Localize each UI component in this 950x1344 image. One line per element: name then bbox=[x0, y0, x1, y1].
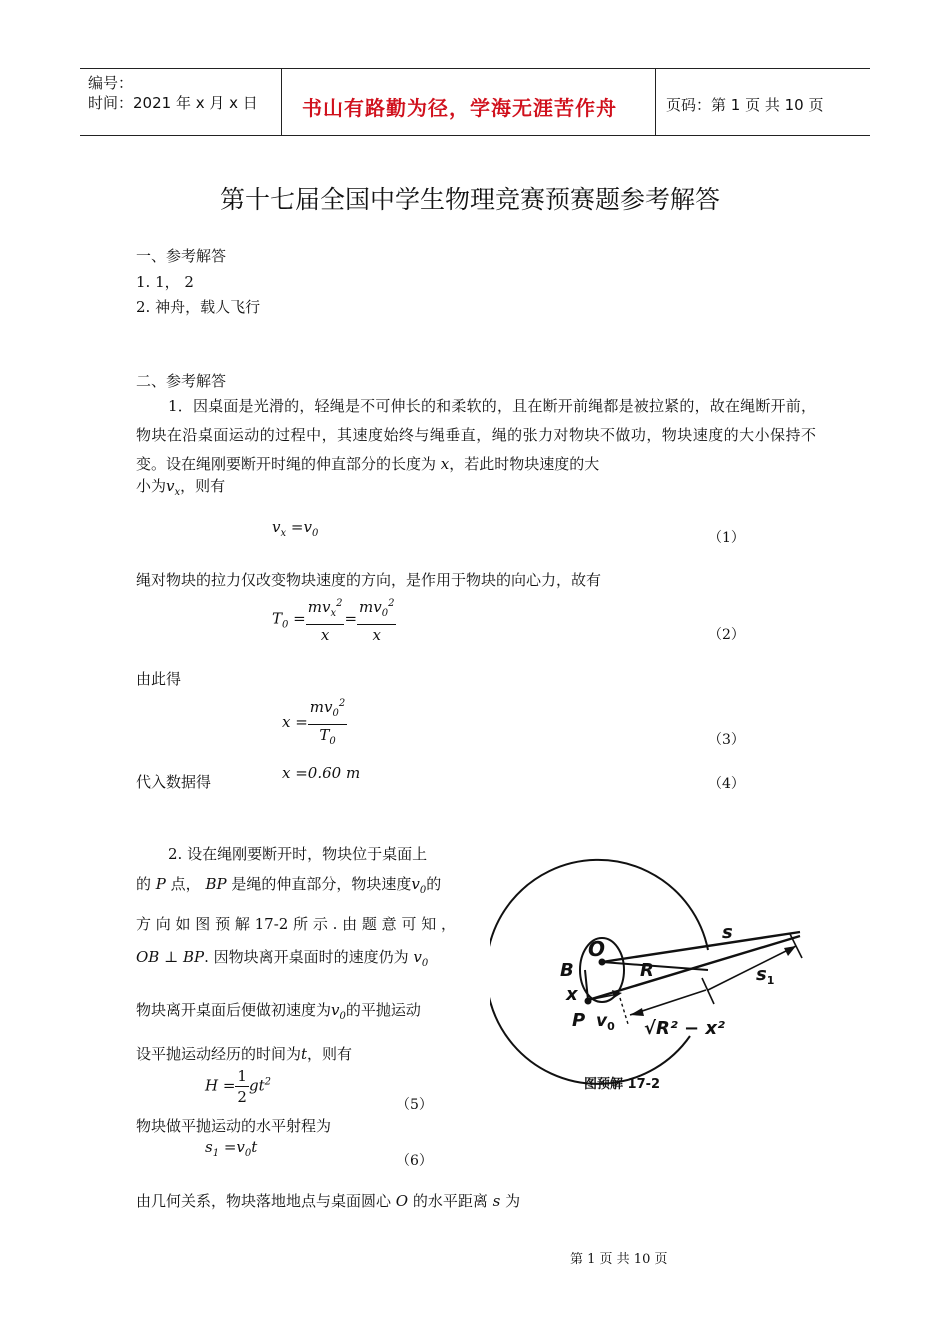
var-BP: BP bbox=[200, 875, 232, 893]
var-v0-c: $v_0$ bbox=[331, 1001, 346, 1022]
equation-1-number: （1） bbox=[708, 530, 745, 546]
equation-6-number: （6） bbox=[396, 1153, 433, 1169]
q2-line2-a: 的 bbox=[136, 875, 152, 893]
arrowhead-s1 bbox=[784, 946, 796, 956]
equation-1: $v_x =v_0$ bbox=[272, 518, 319, 539]
label-v0: $v_0$ bbox=[596, 1011, 615, 1033]
equation-2: $T_0$ = $\frac{mv_x^2}{x}$ = $\frac{mv_0^2}{x}$ bbox=[272, 594, 396, 645]
var-x: x bbox=[440, 455, 450, 473]
p1-last-line bbox=[136, 472, 225, 507]
p1-text-a: 1．因桌面是光滑的，轻绳是不可伸长的和柔软的，且在断开前绳都是被拉紧的，故在绳断开前，物块在沿桌面运动的过程中，其速度始终与绳垂直，绳的张力对物块不做功，物块速度的大小保持不变。设在绳刚要断开时绳的伸直部分的长度为 bbox=[136, 397, 816, 473]
q2-line4-b: . 因物块离开桌面时的速度仍为 bbox=[204, 948, 409, 966]
q2-line6 bbox=[136, 1040, 352, 1068]
section1-item2: 2. 神舟，载人飞行 bbox=[136, 298, 261, 316]
label-O: O bbox=[588, 937, 606, 961]
label-s: s bbox=[722, 922, 733, 943]
equation-5-number: （5） bbox=[396, 1097, 433, 1113]
label-s1: $s_1$ bbox=[756, 964, 775, 987]
section2-paragraph1 bbox=[136, 392, 816, 479]
section2-heading: 二、参考解答 bbox=[136, 372, 227, 390]
arrowhead-sqrt-left bbox=[630, 1008, 644, 1016]
q2-line2-c: 是绳的伸直部分，物块速度 bbox=[231, 875, 412, 893]
var-v0: $v_0$ bbox=[411, 875, 427, 896]
page-title: 第十七届全国中学生物理竞赛预赛题参考解答 bbox=[220, 185, 721, 214]
equation-4-number: （4） bbox=[708, 776, 745, 792]
point-P bbox=[585, 998, 592, 1005]
q2-line7: 物块做平抛运动的水平射程为 bbox=[136, 1117, 332, 1135]
q2-line8-b: 的水平距离 bbox=[412, 1192, 488, 1210]
p1-text-d: ，则有 bbox=[180, 477, 226, 495]
label-P: P bbox=[572, 1010, 586, 1031]
var-v0-b: $v_0$ bbox=[413, 948, 429, 969]
line-P-landing bbox=[588, 936, 800, 1000]
q2-line4 bbox=[136, 943, 428, 978]
label-sqrt: √R² − x² bbox=[644, 1018, 725, 1039]
q2-line2-d: 的 bbox=[426, 875, 442, 893]
q2-line5-b: 的平抛运动 bbox=[345, 1001, 421, 1019]
equation-6: $s_1 =v_0t$ bbox=[205, 1138, 258, 1159]
figure-17-2 bbox=[490, 840, 820, 1100]
header-divider-left bbox=[281, 68, 282, 136]
header-page-code: 页码：第 1 页 共 10 页 bbox=[666, 96, 824, 114]
rope-BP bbox=[585, 970, 588, 1000]
var-P: P bbox=[151, 875, 171, 893]
q2-line6-a: 设平抛运动经历的时间为 bbox=[136, 1045, 302, 1063]
section1-item1: 1. 1， 2 bbox=[136, 273, 194, 291]
p1-text-c: 小为 bbox=[136, 477, 167, 495]
q2-line8-c: 为 bbox=[505, 1192, 521, 1210]
section2-paragraph2: 绳对物块的拉力仅改变物块速度的方向，是作用于物块的向心力，故有 bbox=[136, 571, 602, 589]
equation-5: H = $\frac{1}{2}$ $gt^2$ bbox=[205, 1067, 271, 1106]
dimension-s1 bbox=[708, 946, 796, 990]
equation-3-number: （3） bbox=[708, 732, 745, 748]
dimension-tick-left bbox=[620, 998, 628, 1024]
equation-2-number: （2） bbox=[708, 627, 745, 643]
q2-line2 bbox=[136, 870, 441, 905]
label-R: R bbox=[640, 960, 654, 981]
q2-line6-b: ，则有 bbox=[307, 1045, 353, 1063]
var-t: t bbox=[301, 1045, 308, 1063]
header-bottom-border bbox=[80, 135, 870, 136]
var-vx: $v_x$ bbox=[166, 477, 181, 498]
line-O-to-s bbox=[602, 932, 800, 962]
var-OB-perp-BP: OB ⊥ BP bbox=[136, 948, 205, 966]
equation-4: x =0.60 m bbox=[282, 764, 361, 782]
label-x: x bbox=[566, 984, 578, 1005]
q2-line2-b: 点， bbox=[170, 875, 201, 893]
q2-line8 bbox=[136, 1187, 520, 1215]
header-date: 时间：2021 年 x 月 x 日 bbox=[88, 94, 258, 112]
var-s: s bbox=[487, 1192, 506, 1210]
q2-line3: 方 向 如 图 预 解 17-2 所 示 . 由 题 意 可 知 ， bbox=[136, 915, 456, 933]
q2-line1: 2. 设在绳刚要断开时，物块位于桌面上 bbox=[168, 845, 428, 863]
page-footer: 第 1 页 共 10 页 bbox=[570, 1252, 668, 1267]
header-divider-right bbox=[655, 68, 656, 136]
figure-caption: 图预解 17-2 bbox=[584, 1077, 661, 1092]
header-motto: 书山有路勤为径，学海无涯苦作舟 bbox=[302, 96, 617, 120]
p1-text-b: ，若此时物块速度的大 bbox=[449, 455, 600, 473]
section2-paragraph4: 代入数据得 bbox=[136, 773, 212, 791]
q2-line5-a: 物块离开桌面后便做初速度为 bbox=[136, 1001, 332, 1019]
section2-paragraph3: 由此得 bbox=[136, 670, 182, 688]
table-circle bbox=[490, 860, 708, 1084]
var-O: O bbox=[391, 1192, 413, 1210]
q2-line5 bbox=[136, 996, 421, 1031]
label-B: B bbox=[560, 960, 574, 981]
header-serial-label: 编号： bbox=[88, 74, 134, 92]
q2-line8-a: 由几何关系，物块落地地点与桌面圆心 bbox=[136, 1192, 392, 1210]
header-top-border bbox=[80, 68, 870, 69]
equation-3: x = $\frac{mv_0^2}{T_0}$ bbox=[282, 694, 347, 752]
section1-heading: 一、参考解答 bbox=[136, 247, 227, 265]
